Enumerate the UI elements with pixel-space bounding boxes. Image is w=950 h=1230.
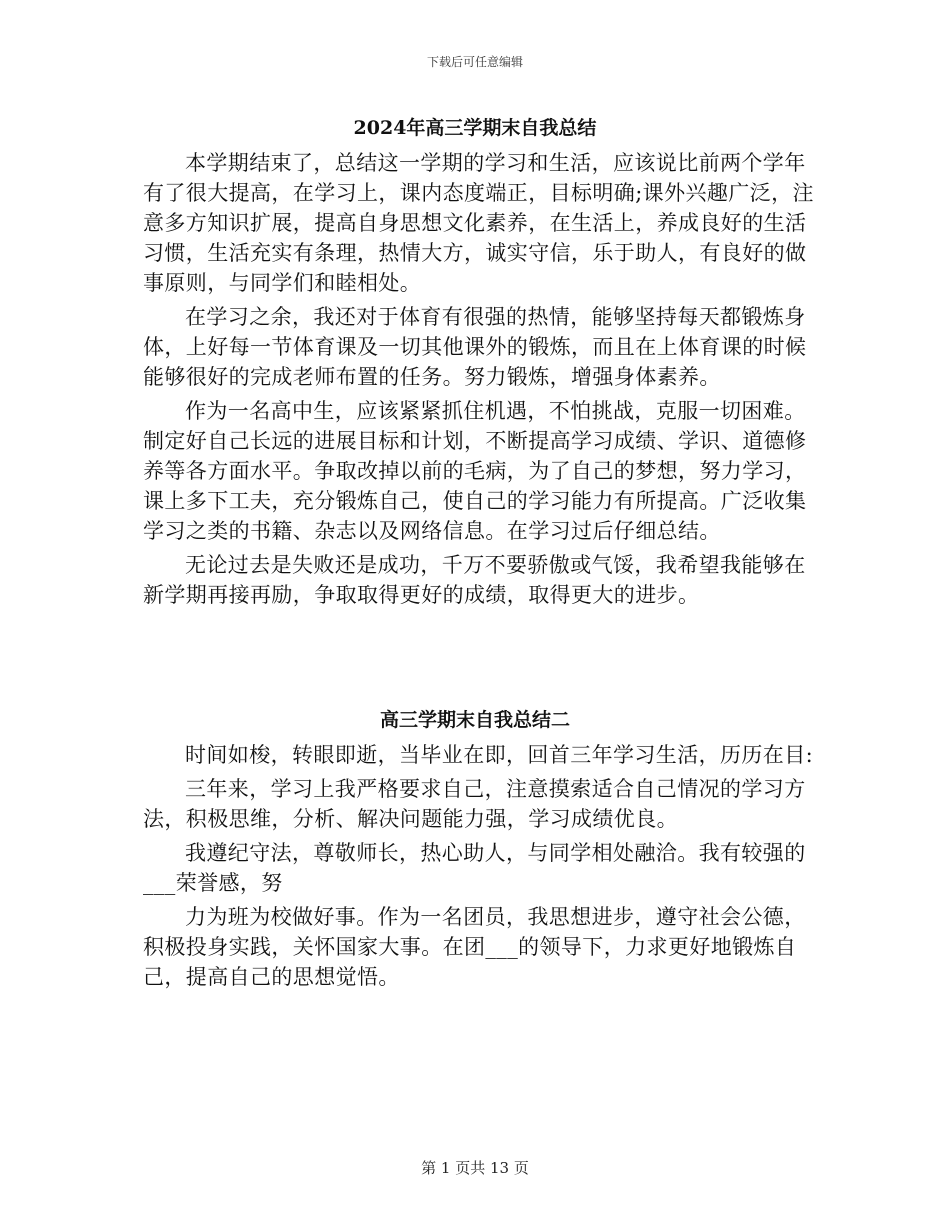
paragraph: 在学习之余，我还对于体育有很强的热情，能够坚持每天都锻炼身体，上好每一节体育课及一切其他课外的锻炼，而且在上体育课的时候能够很好的完成老师布置的任务。努力锻炼，增强身体素养。 bbox=[143, 305, 807, 389]
paragraph: 力为班为校做好事。作为一名团员，我思想进步，遵守社会公德，积极投身实践，关怀国家大事。在团___的领导下，力求更好地锻炼自己，提高自己的思想觉悟。 bbox=[143, 905, 806, 989]
paragraph: 无论过去是失败还是成功，千万不要骄傲或气馁，我希望我能够在新学期再接再励，争取取得更好的成绩，取得更大的进步。 bbox=[143, 553, 806, 607]
page-footer: 第 1 页共 13 页 bbox=[421, 1159, 529, 1177]
paragraph: 作为一名高中生，应该紧紧抓住机遇，不怕挑战，克服一切困难。制定好自己长远的进展目标和计划，不断提高学习成绩、学识、道德修养等各方面水平。争取改掉以前的毛病，为了自己的梦想，努力学习，课上多下工夫，充分锻炼自己，使自己的学习能力有所提高。广泛收集学习之类的书籍、杂志以及网络信息。在学习过后仔细总结。 bbox=[143, 399, 807, 543]
paragraph: 我遵纪守法，尊敬师长，热心助人，与同学相处融洽。我有较强的___荣誉感，努 bbox=[143, 841, 806, 895]
section-1 bbox=[143, 148, 823, 610]
paragraph: 本学期结束了，总结这一学期的学习和生活，应该说比前两个学年有了很大提高，在学习上，课内态度端正，目标明确;课外兴趣广泛，注意多方知识扩展，提高自身思想文化素养，在生活上，养成良好的生活习惯，生活充实有条理，热情大方，诚实守信，乐于助人，有良好的做事原则，与同学们和睦相处。 bbox=[143, 151, 814, 295]
page-header: 下载后可任意编辑 bbox=[426, 55, 523, 69]
paragraph: 时间如梭，转眼即逝，当毕业在即，回首三年学习生活，历历在目: bbox=[185, 743, 814, 767]
section-2 bbox=[143, 740, 823, 992]
paragraph: 三年来，学习上我严格要求自己，注意摸索适合自己情况的学习方法，积极思维，分析、解决问题能力强，学习成绩优良。 bbox=[143, 777, 806, 831]
section-title: 高三学期末自我总结二 bbox=[379, 709, 570, 731]
document-title: 2024年高三学期末自我总结 bbox=[353, 117, 597, 139]
